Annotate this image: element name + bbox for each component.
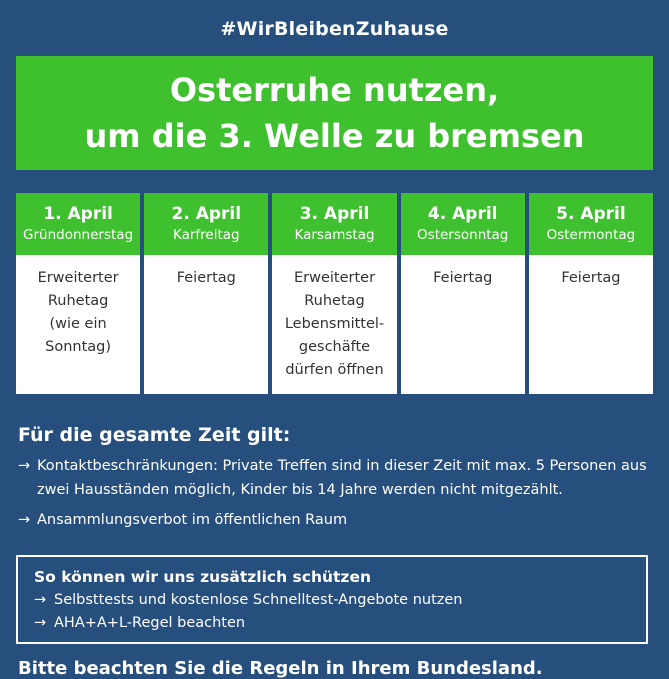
section-title: Für die gesamte Zeit gilt: bbox=[18, 424, 291, 446]
day-column-5 bbox=[529, 193, 653, 394]
day-column-4 bbox=[401, 193, 525, 394]
day-date: 1. April bbox=[43, 204, 113, 224]
day-header bbox=[16, 193, 140, 255]
list-item-text: Selbsttests und kostenlose Schnelltest-Angebote nutzen bbox=[54, 592, 463, 608]
easter-days-table bbox=[16, 193, 653, 394]
day-header bbox=[272, 193, 396, 255]
arrow-right-icon: → bbox=[18, 458, 31, 474]
day-name: Karsamstag bbox=[294, 227, 375, 243]
list-item bbox=[34, 589, 646, 612]
day-rule: Erweiterter Ruhetag Lebensmittel- geschäfte dürfen öffnen bbox=[272, 255, 396, 394]
day-header bbox=[401, 193, 525, 255]
day-rule: Feiertag bbox=[401, 255, 525, 394]
list-item bbox=[18, 508, 658, 532]
list-item-text: Kontaktbeschränkungen: Private Treffen sind in dieser Zeit mit max. 5 Personen aus zwei Hausständen möglich, Kinder bis 14 Jahre werden nicht mitgezählt. bbox=[37, 458, 647, 498]
arrow-right-icon: → bbox=[34, 592, 47, 608]
day-rule: Feiertag bbox=[144, 255, 268, 394]
day-name: Ostersonntag bbox=[417, 227, 509, 243]
arrow-right-icon: → bbox=[34, 615, 47, 631]
day-date: 2. April bbox=[171, 204, 242, 224]
day-date: 4. April bbox=[427, 204, 498, 224]
day-column-2 bbox=[144, 193, 268, 394]
day-rule: Feiertag bbox=[529, 255, 653, 394]
list-item bbox=[34, 612, 646, 635]
day-header bbox=[144, 193, 268, 255]
day-name: Ostermontag bbox=[546, 227, 636, 243]
day-header bbox=[529, 193, 653, 255]
arrow-right-icon: → bbox=[18, 512, 31, 528]
list-item-text: Ansammlungsverbot im öffentlichen Raum bbox=[37, 512, 348, 528]
list-item-text: AHA+A+L-Regel beachten bbox=[54, 615, 246, 631]
headline-banner bbox=[16, 56, 653, 170]
list-item bbox=[18, 454, 658, 502]
protection-box bbox=[16, 555, 648, 644]
headline-line-1: Osterruhe nutzen, bbox=[169, 71, 500, 109]
day-name: Karfreitag bbox=[172, 227, 240, 243]
day-column-3 bbox=[272, 193, 396, 394]
day-column-1 bbox=[16, 193, 140, 394]
headline-line-2: um die 3. Welle zu bremsen bbox=[84, 117, 585, 155]
day-rule: Erweiterter Ruhetag (wie ein Sonntag) bbox=[16, 255, 140, 394]
day-name: Gründonnerstag bbox=[23, 227, 134, 243]
box-title: So können wir uns zusätzlich schützen bbox=[34, 568, 372, 586]
footer-note: Bitte beachten Sie die Regeln in Ihrem Bundesland. bbox=[18, 658, 543, 679]
rules-list bbox=[18, 454, 658, 538]
day-date: 5. April bbox=[556, 204, 626, 224]
hashtag-heading: #WirBleibenZuhause bbox=[220, 18, 449, 40]
day-date: 3. April bbox=[299, 204, 370, 224]
